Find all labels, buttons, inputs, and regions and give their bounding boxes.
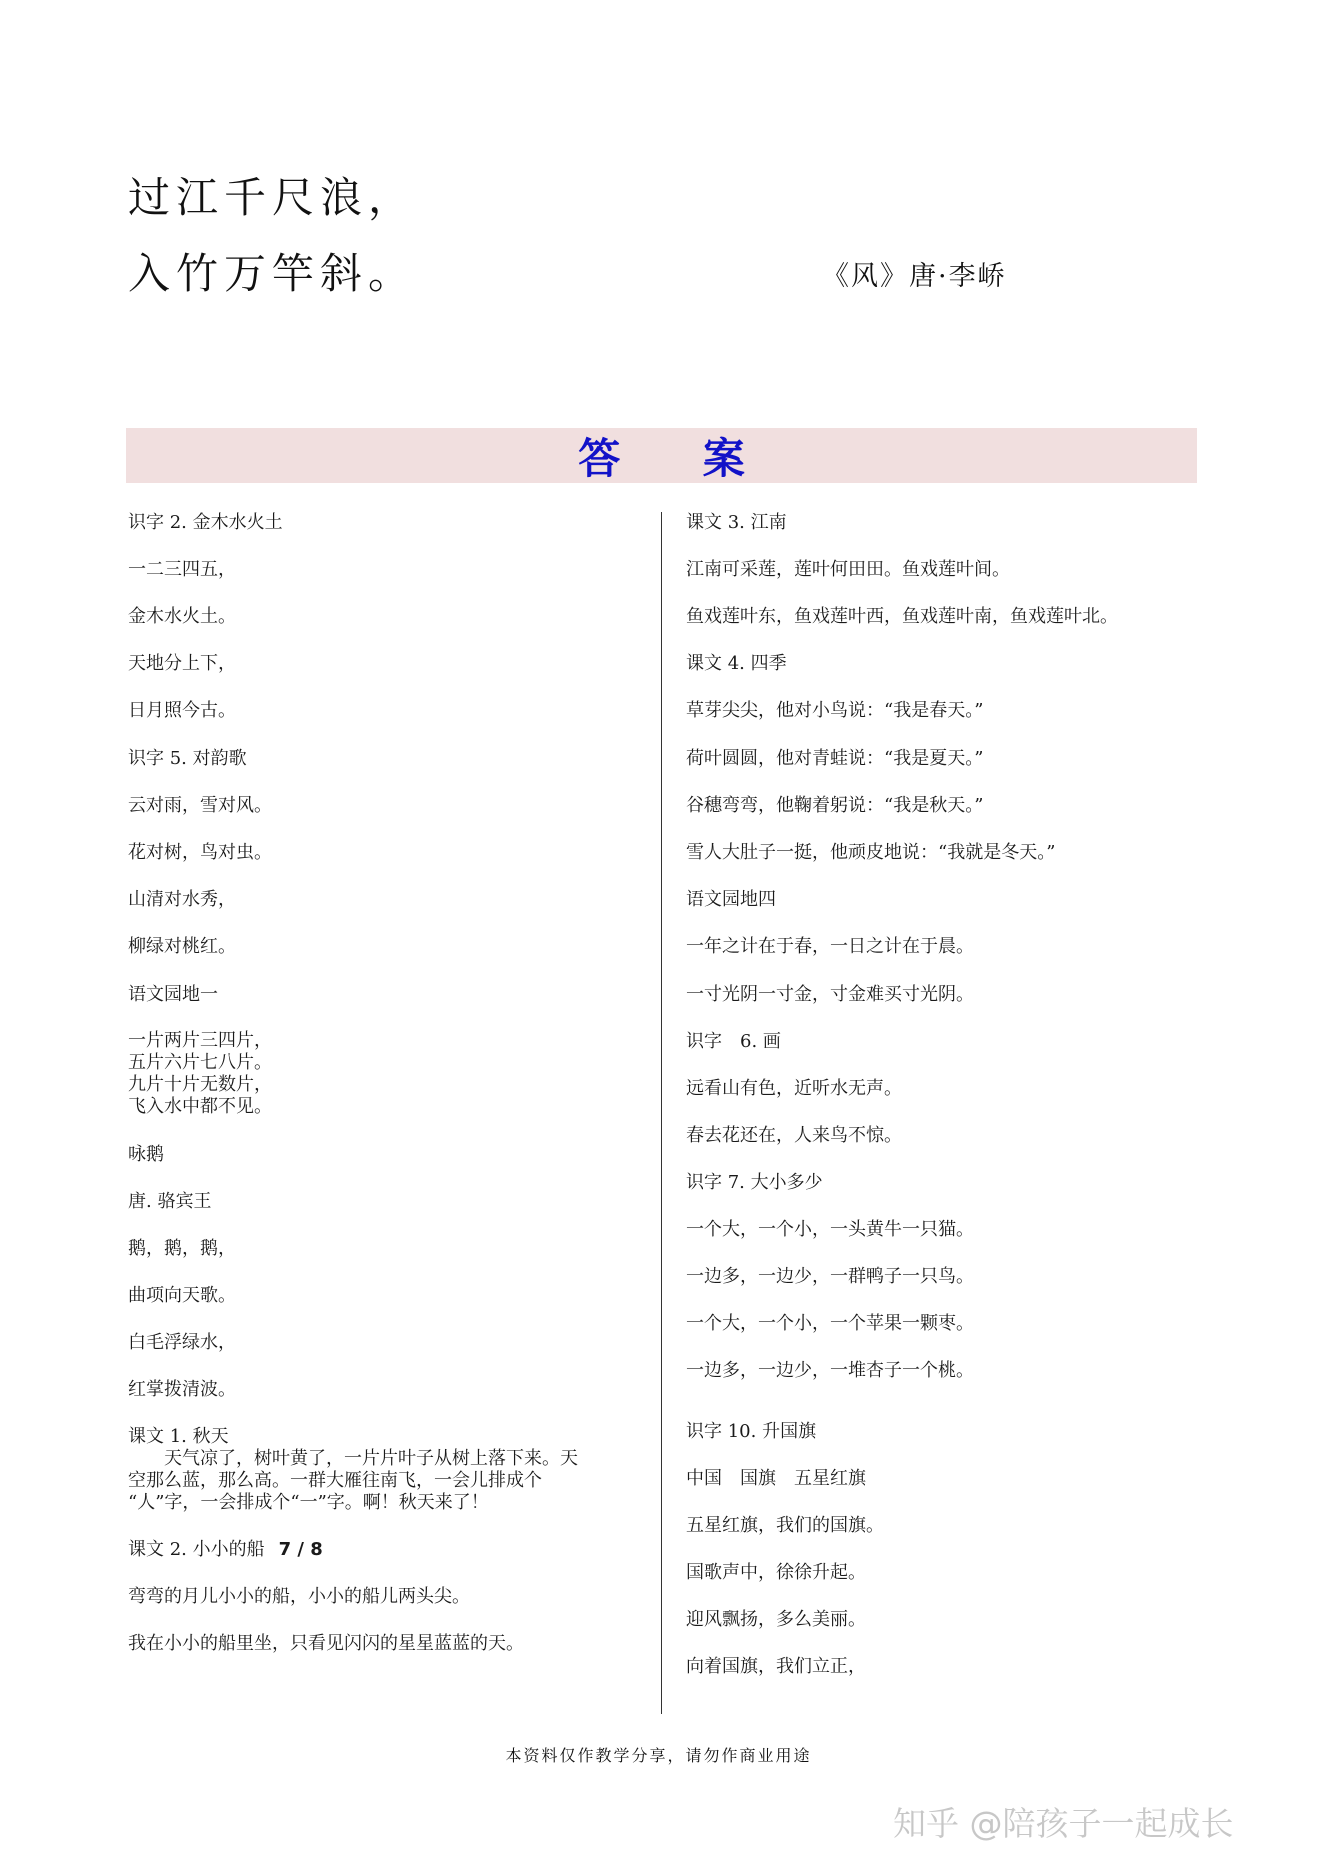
- section-heading: 课文 4. 四季: [686, 653, 787, 674]
- text-line: 雪人大肚子一挺，他顽皮地说：“我就是冬天。”: [686, 842, 1056, 863]
- section-heading-text: 课文 2. 小小的船: [128, 1539, 265, 1560]
- text-line: 向着国旗，我们立正，: [686, 1656, 866, 1677]
- text-line: 飞入水中都不见。: [128, 1096, 272, 1117]
- section-heading: 识字 5. 对韵歌: [128, 748, 247, 769]
- text-line: 迎风飘扬，多么美丽。: [686, 1609, 866, 1630]
- section-heading: 课文 3. 江南: [686, 512, 787, 533]
- text-line: 草芽尖尖，他对小鸟说：“我是春天。”: [686, 700, 984, 721]
- text-line: 国歌声中，徐徐升起。: [686, 1562, 866, 1583]
- poem-line: 入竹万竿斜。: [128, 249, 417, 298]
- text-line: 弯弯的月儿小小的船，小小的船儿两头尖。: [128, 1586, 470, 1607]
- section-heading: 语文园地一: [128, 984, 218, 1005]
- text-line: 日月照今古。: [128, 700, 236, 721]
- text-line: 远看山有色，近听水无声。: [686, 1078, 902, 1099]
- section-heading: 语文园地四: [686, 889, 776, 910]
- watermark: 知乎 @陪孩子一起成长: [893, 1804, 1234, 1843]
- text-line: 我在小小的船里坐，只看见闪闪的星星蓝蓝的天。: [128, 1633, 524, 1654]
- section-heading: 识字 7. 大小多少: [686, 1172, 823, 1193]
- text-line: 中国 国旗 五星红旗: [686, 1468, 866, 1489]
- text-line: 天气凉了，树叶黄了，一片片叶子从树上落下来。天: [128, 1448, 578, 1469]
- banner-title: 答 案: [578, 433, 779, 483]
- text-line: 江南可采莲，莲叶何田田。鱼戏莲叶间。: [686, 559, 1010, 580]
- text-line: 金木水火土。: [128, 606, 236, 627]
- text-line: 空那么蓝，那么高。一群大雁往南飞，一会儿排成个: [128, 1470, 542, 1491]
- text-line: 一边多，一边少，一堆杏子一个桃。: [686, 1360, 974, 1381]
- poem-line: 过江千尺浪，: [128, 173, 417, 222]
- text-line: 一年之计在于春，一日之计在于晨。: [686, 936, 974, 957]
- section-heading: 咏鹅: [128, 1144, 164, 1165]
- text-line: 白毛浮绿水，: [128, 1332, 236, 1353]
- text-line: 一个大，一个小，一个苹果一颗枣。: [686, 1313, 974, 1334]
- text-line: 红掌拨清波。: [128, 1379, 236, 1400]
- text-line: 柳绿对桃红。: [128, 936, 236, 957]
- text-line: 花对树，鸟对虫。: [128, 842, 272, 863]
- text-line: 荷叶圆圆，他对青蛙说：“我是夏天。”: [686, 748, 984, 769]
- text-line: 五片六片七八片。: [128, 1052, 272, 1073]
- column-divider: [661, 512, 662, 1714]
- poem-source: 《风》唐·李峤: [822, 261, 1007, 292]
- text-line: 鹅，鹅，鹅，: [128, 1238, 236, 1259]
- text-line: 云对雨，雪对风。: [128, 795, 272, 816]
- text-line: 山清对水秀，: [128, 889, 236, 910]
- text-line: 天地分上下，: [128, 653, 236, 674]
- footer-notice: 本资料仅作教学分享，请勿作商业用途: [505, 1746, 812, 1765]
- poem-excerpt: [128, 160, 416, 312]
- section-heading: 课文 1. 秋天: [128, 1426, 229, 1447]
- text-line: 一寸光阴一寸金，寸金难买寸光阴。: [686, 984, 974, 1005]
- poem-block: [128, 1030, 272, 1118]
- page-number: 7 / 8: [278, 1539, 323, 1560]
- answers-banner: [126, 428, 1197, 483]
- text-line: 曲项向天歌。: [128, 1285, 236, 1306]
- text-line: “人”字，一会排成个“一”字。啊！秋天来了！: [128, 1492, 489, 1513]
- section-heading: 识字 6. 画: [686, 1031, 781, 1052]
- section-heading: [128, 1539, 323, 1561]
- text-line: 九片十片无数片，: [128, 1074, 272, 1095]
- section-heading: 识字 10. 升国旗: [686, 1421, 817, 1442]
- prose-block: [128, 1426, 578, 1514]
- text-line: 一边多，一边少，一群鸭子一只鸟。: [686, 1266, 974, 1287]
- text-line: 唐. 骆宾王: [128, 1191, 212, 1212]
- text-line: 一个大，一个小，一头黄牛一只猫。: [686, 1219, 974, 1240]
- text-line: 一片两片三四片，: [128, 1030, 272, 1051]
- text-line: 谷穗弯弯，他鞠着躬说：“我是秋天。”: [686, 795, 984, 816]
- text-line: 一二三四五，: [128, 559, 236, 580]
- text-line: 鱼戏莲叶东，鱼戏莲叶西，鱼戏莲叶南，鱼戏莲叶北。: [686, 606, 1118, 627]
- text-line: 春去花还在，人来鸟不惊。: [686, 1125, 902, 1146]
- text-line: 五星红旗，我们的国旗。: [686, 1515, 884, 1536]
- section-heading: 识字 2. 金木水火土: [128, 512, 283, 533]
